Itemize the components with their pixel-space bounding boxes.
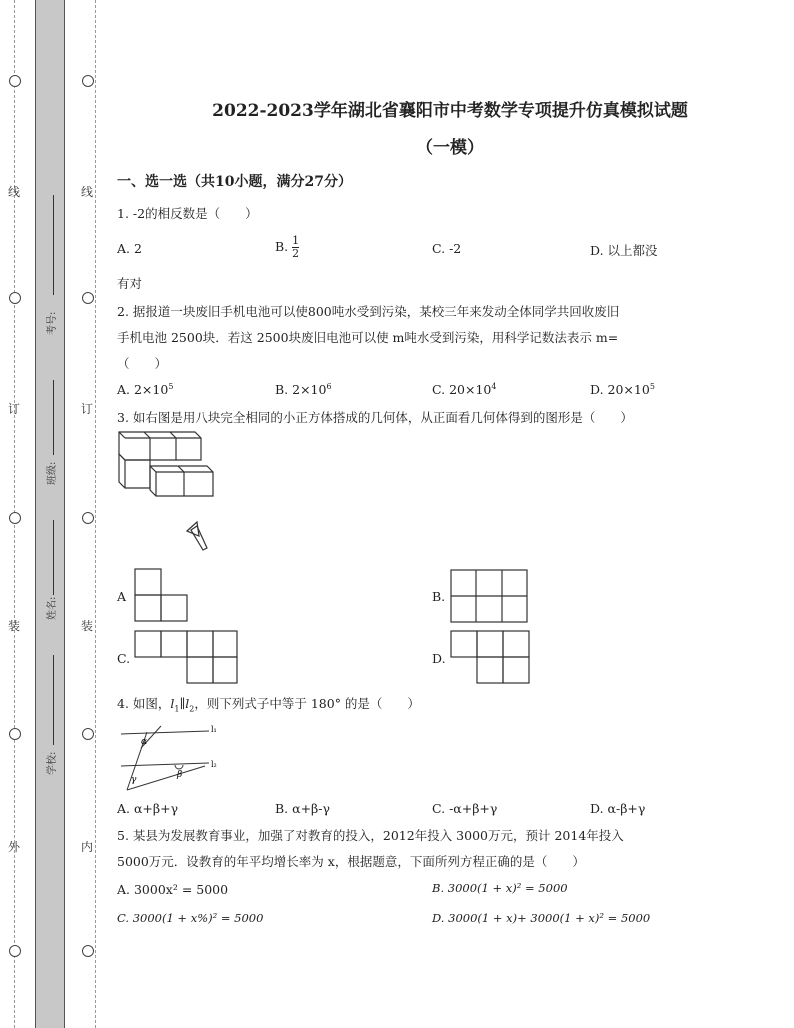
q3-option-b-label: B. [432,589,446,604]
q3-option-c-label: C. [117,651,131,666]
q2-option-d [590,382,655,397]
q5-option-a: A. 3000x² = 5000 [117,882,229,897]
q1-option-a: A. 2 [117,241,142,256]
field-name-line [53,520,54,595]
q1-b-denominator: 2 [292,247,300,260]
question-3-stem: 3. 如右图是用八块完全相同的小正方体搭成的几何体，从正面看几何体得到的图形是（ ） [117,410,633,425]
outer-label-ding: 订 [8,402,21,416]
q2-d-exp: 5 [649,382,655,391]
q4-option-b: B. α+β-γ [275,801,330,816]
q3-option-d-figure [450,630,532,686]
q5-option-b: B. 3000(1 + x)² = 5000 [432,881,568,895]
q4-stem-parallel: ∥ [179,696,186,711]
question-2-line2: 手机电池 2500块．若这 2500块废旧电池可以使 m吨水受到污染，用科学记数法表示 m= [117,330,619,345]
field-class: 班级: [47,461,58,485]
q2-option-a [117,382,173,397]
q3-option-c-figure [134,630,240,686]
q1-option-b-prefix: B. [275,239,289,254]
question-2-line1: 2. 据报道一块废旧手机电池可以使800吨水受到污染，某校三年来发动全体同学共回收废旧 [117,304,620,319]
q4-parallel-lines-figure [117,722,227,792]
q4-figure-l2-label: l₂ [211,760,217,769]
binding-hole [82,945,94,957]
q4-stem-l2: l [185,696,190,711]
field-exam-number: 考号: [47,311,58,335]
field-school: 学校: [47,751,58,775]
q4-option-d: D. α-β+γ [590,801,646,816]
q4-stem-l1: l [170,696,175,711]
binding-hole [82,728,94,740]
q4-figure-alpha: α [141,737,148,747]
q3-option-b-figure [450,569,530,625]
q3-option-a-label: A [117,589,127,604]
field-name: 姓名: [47,596,58,620]
view-direction-arrow [187,522,207,550]
field-class-line [53,380,54,455]
q1-option-c: C. -2 [432,241,462,256]
q2-option-b [275,382,332,397]
outer-label-wai: 外 [8,840,21,854]
binding-hole [9,512,21,524]
q3-option-a-figure [134,568,190,624]
q5-option-c: C. 3000(1 + x%)² = 5000 [117,911,264,925]
binding-hole [82,292,94,304]
q3-cube-figure [117,430,227,565]
question-4-stem [117,694,420,714]
q2-d-base: D. 20×10 [590,382,650,398]
inner-label-ding: 订 [81,402,94,416]
q2-option-c [432,382,496,397]
q4-figure-l1-label: l₁ [211,725,217,734]
outer-label-xian: 线 [8,185,21,199]
q1-option-d: D. 以上都没 [590,243,658,258]
q1-option-b [275,235,299,260]
q5-option-d: D. 3000(1 + x)+ 3000(1 + x)² = 5000 [432,911,651,925]
page-title: 2022-2023学年湖北省襄阳市中考数学专项提升仿真模拟试题 [212,101,688,121]
q3-option-d-label: D. [432,651,446,666]
q1-option-d-continued: 有对 [117,276,143,291]
outer-label-zhuang: 装 [8,619,21,633]
inner-label-nei: 内 [81,840,94,854]
q2-b-base: B. 2×10 [275,382,327,398]
q2-b-exp: 6 [326,382,332,391]
q2-c-exp: 4 [491,382,497,391]
section-heading: 一、选一选（共10小题，满分27分） [117,174,352,190]
binding-hole [82,75,94,87]
inner-label-xian: 线 [81,185,94,199]
q2-c-base: C. 20×10 [432,382,492,398]
q4-option-a: A. α+β+γ [117,801,179,816]
binding-hole [9,75,21,87]
q4-stem-sub1: 1 [174,704,180,714]
question-2-line3: （ ） [117,356,168,371]
binding-hole [82,512,94,524]
q4-stem-pre: 4. 如图， [117,696,171,711]
q4-option-c: C. -α+β+γ [432,801,498,816]
q4-stem-sub2: 2 [189,704,195,714]
q2-a-base: A. 2×10 [117,382,169,398]
question-5-line1: 5. 某县为发展教育事业，加强了对教育的投入，2012年投入 3000万元，预计 2014年投入 [117,828,624,843]
field-school-line [53,655,54,745]
binding-hole [9,728,21,740]
q1-b-numerator: 1 [292,234,300,247]
binding-hole [9,292,21,304]
q1-option-b-fraction [292,235,299,260]
inner-dashed-line [95,0,96,1028]
q4-figure-beta: β [177,770,183,780]
binding-strip [35,0,65,1028]
inner-label-zhuang: 装 [81,619,94,633]
q2-a-exp: 5 [168,382,174,391]
binding-hole [9,945,21,957]
q4-figure-gamma: γ [131,775,137,785]
question-5-line2: 5000万元．设教育的年平均增长率为 x，根据题意，下面所列方程正确的是（ ） [117,854,585,869]
field-exam-number-line [53,195,54,295]
q4-stem-post: ，则下列式子中等于 180° 的是（ ） [194,696,420,711]
page-subtitle: （一模） [416,138,484,158]
question-1-stem: 1. -2的相反数是（ ） [117,206,258,221]
